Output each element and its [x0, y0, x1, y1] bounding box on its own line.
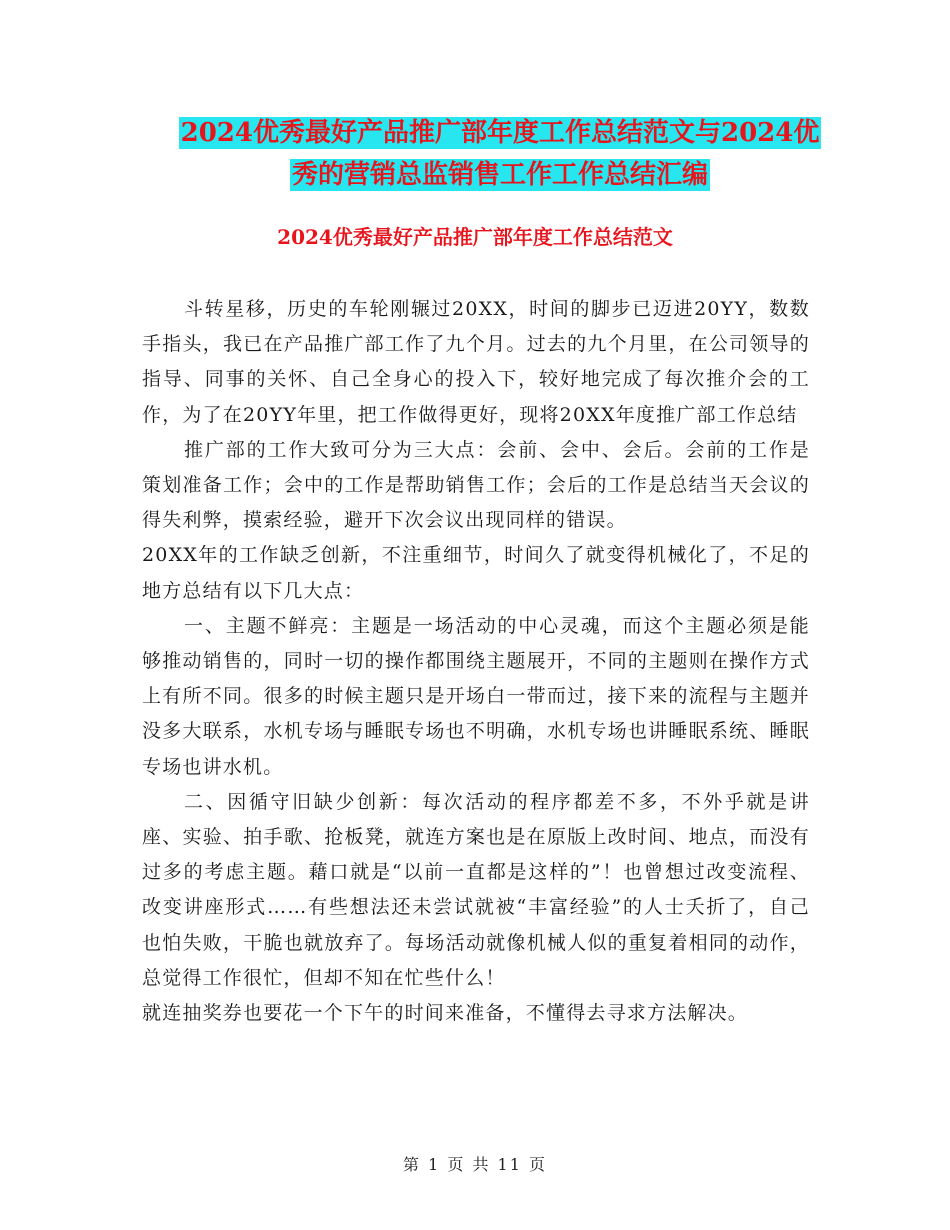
- main-title-line-2: 秀的营销总监销售工作工作总结汇编: [291, 160, 708, 190]
- paragraph: 20XX年的工作缺乏创新，不注重细节，时间久了就变得机械化了，不足的地方总结有以下几大点：: [142, 544, 810, 602]
- paragraph: 二、因循守旧缺少创新：每次活动的程序都差不多，不外乎就是讲座、实验、拍手歌、抢板凳，就连方案也是在原版上改时间、地点，而没有过多的考虑主题。藉口就是“以前一直都是这样的”！也曾想过改变流程、改变讲座形式……有些想法还未尝试就被“丰富经验”的人士夭折了，自己也怕失败，干脆也就放弃了。每场活动就像机械人似的重复着相同的动作，总觉得工作很忙，但却不知在忙些什么！: [142, 790, 810, 989]
- paragraph: 斗转星移，历史的车轮刚辗过20XX，时间的脚步已迈进20YY，数数手指头，我已在产品推广部工作了九个月。过去的九个月里，在公司领导的指导、同事的关怀、自己全身心的投入下，较好地完成了每次推介会的工作，为了在20YY年里，把工作做得更好，现将20XX年度推广部工作总结: [142, 298, 810, 426]
- page-footer: 第 1 页 共 11 页: [403, 1155, 547, 1174]
- paragraph: 就连抽奖券也要花一个下午的时间来准备，不懂得去寻求方法解决。: [142, 1002, 749, 1025]
- document-body: [142, 292, 810, 1031]
- document-main-title: [140, 112, 860, 196]
- section-title: 2024优秀最好产品推广部年度工作总结范文: [277, 225, 673, 249]
- paragraph: 一、主题不鲜亮：主题是一场活动的中心灵魂，而这个主题必须是能够推动销售的，同时一切的操作都围绕主题展开，不同的主题则在操作方式上有所不同。很多的时候主题只是开场白一带而过，接下来的流程与主题并没多大联系，水机专场与睡眠专场也不明确，水机专场也讲睡眠系统、睡眠专场也讲水机。: [142, 614, 810, 778]
- paragraph: 推广部的工作大致可分为三大点：会前、会中、会后。会前的工作是策划准备工作；会中的工作是帮助销售工作；会后的工作是总结当天会议的得失利弊，摸索经验，避开下次会议出现同样的错误。: [142, 438, 810, 532]
- main-title-line-1: 2024优秀最好产品推广部年度工作总结范文与2024优: [180, 118, 820, 148]
